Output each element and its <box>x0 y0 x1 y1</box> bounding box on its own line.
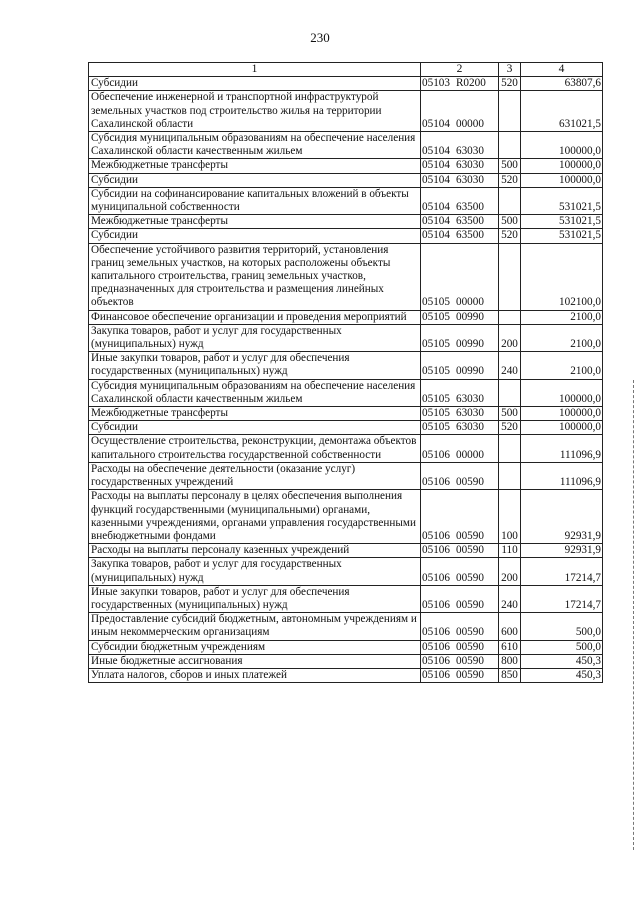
header-col-3: 3 <box>499 63 521 77</box>
row-csr2: 63030 <box>455 392 484 405</box>
row-sum: 100000,0 <box>521 159 603 173</box>
row-sum: 531021,5 <box>521 229 603 243</box>
row-sum: 500,0 <box>521 613 603 640</box>
row-vr: 520 <box>499 421 521 435</box>
header-col-2: 2 <box>421 63 499 77</box>
row-csr: 05104 <box>422 215 450 228</box>
row-csr2: 63030 <box>455 145 484 158</box>
row-vr: 520 <box>499 173 521 187</box>
row-csr: 05106 <box>422 529 450 542</box>
row-code <box>421 654 499 668</box>
row-vr: 500 <box>499 215 521 229</box>
row-name: Иные закупки товаров, работ и услуг для обеспечения государственных (муниципальных) нужд <box>89 585 421 612</box>
row-csr2: 63030 <box>455 421 484 434</box>
row-csr2: 00990 <box>455 310 484 323</box>
row-code <box>421 544 499 558</box>
row-name: Уплата налогов, сборов и иных платежей <box>89 668 421 682</box>
row-csr2: 00590 <box>455 654 484 667</box>
row-name: Осуществление строительства, реконструкции, демонтажа объектов капитального строительства государственной собственности <box>89 435 421 462</box>
row-csr: 05105 <box>422 407 450 420</box>
row-csr: 05104 <box>422 145 450 158</box>
row-vr: 100 <box>499 490 521 544</box>
row-csr2: 63030 <box>455 173 484 186</box>
table-row <box>89 352 603 379</box>
table-row <box>89 379 603 406</box>
row-vr <box>499 310 521 324</box>
table-body <box>89 77 603 683</box>
row-vr <box>499 132 521 159</box>
row-name: Закупка товаров, работ и услуг для государственных (муниципальных) нужд <box>89 324 421 351</box>
row-sum: 531021,5 <box>521 215 603 229</box>
header-col-4: 4 <box>521 63 603 77</box>
row-name: Закупка товаров, работ и услуг для государственных (муниципальных) нужд <box>89 558 421 585</box>
row-csr: 05104 <box>422 173 450 186</box>
row-csr2: 00000 <box>455 117 484 130</box>
row-vr: 520 <box>499 229 521 243</box>
row-csr: 05106 <box>422 640 450 653</box>
row-csr: 05105 <box>422 296 450 309</box>
row-sum: 2100,0 <box>521 352 603 379</box>
row-csr: 05105 <box>422 365 450 378</box>
row-vr: 200 <box>499 324 521 351</box>
row-name: Субсидия муниципальным образованиям на обеспечение населения Сахалинской области качественным жильем <box>89 132 421 159</box>
row-code <box>421 462 499 489</box>
table-row <box>89 640 603 654</box>
row-csr: 05106 <box>422 544 450 557</box>
row-sum: 92931,9 <box>521 544 603 558</box>
row-name: Иные закупки товаров, работ и услуг для обеспечения государственных (муниципальных) нужд <box>89 352 421 379</box>
row-name: Субсидии бюджетным учреждениям <box>89 640 421 654</box>
row-vr: 610 <box>499 640 521 654</box>
row-sum: 100000,0 <box>521 421 603 435</box>
row-csr2: 00000 <box>455 296 484 309</box>
row-csr: 05105 <box>422 392 450 405</box>
row-name: Обеспечение инженерной и транспортной инфраструктурой земельных участков под строительство жилья на территории Сахалинской области <box>89 91 421 132</box>
row-vr: 520 <box>499 77 521 91</box>
row-name: Обеспечение устойчивого развития территорий, установления границ земельных участков, на которых расположены объекты капитального строительства, границ земельных участков, предназначенных для строительства и размещения линейных объектов <box>89 243 421 310</box>
row-csr2: 00590 <box>455 529 484 542</box>
row-sum: 500,0 <box>521 640 603 654</box>
header-col-1: 1 <box>89 63 421 77</box>
table-row <box>89 407 603 421</box>
row-sum: 63807,6 <box>521 77 603 91</box>
row-sum: 17214,7 <box>521 558 603 585</box>
table-row <box>89 324 603 351</box>
row-csr2: 00990 <box>455 338 484 351</box>
row-code <box>421 558 499 585</box>
row-vr: 200 <box>499 558 521 585</box>
row-name: Субсидии <box>89 229 421 243</box>
row-csr2: 00590 <box>455 544 484 557</box>
table-row <box>89 77 603 91</box>
row-vr: 240 <box>499 585 521 612</box>
row-name: Расходы на выплаты персоналу в целях обеспечения выполнения функций государственными (муниципальными) органами, казенными учреждениями, органами управления государственными внебюджетными фондами <box>89 490 421 544</box>
row-csr: 05104 <box>422 229 450 242</box>
row-csr: 05106 <box>422 668 450 681</box>
row-code <box>421 324 499 351</box>
table-row <box>89 91 603 132</box>
row-name: Субсидии <box>89 77 421 91</box>
row-name: Субсидии <box>89 173 421 187</box>
row-csr2: 63500 <box>455 229 484 242</box>
row-csr: 05104 <box>422 159 450 172</box>
table-row <box>89 462 603 489</box>
row-csr: 05105 <box>422 338 450 351</box>
row-vr: 110 <box>499 544 521 558</box>
row-code <box>421 77 499 91</box>
row-name: Расходы на обеспечение деятельности (оказание услуг) государственных учреждений <box>89 462 421 489</box>
row-sum: 111096,9 <box>521 435 603 462</box>
row-code <box>421 379 499 406</box>
row-csr: 05106 <box>422 571 450 584</box>
row-sum: 111096,9 <box>521 462 603 489</box>
table-row <box>89 159 603 173</box>
row-csr2: 63030 <box>455 159 484 172</box>
row-vr: 800 <box>499 654 521 668</box>
row-code <box>421 229 499 243</box>
row-name: Предоставление субсидий бюджетным, автономным учреждениям и иным некоммерческим организациям <box>89 613 421 640</box>
row-code <box>421 91 499 132</box>
row-vr <box>499 379 521 406</box>
row-csr: 05103 <box>422 77 450 90</box>
row-vr <box>499 462 521 489</box>
row-sum: 531021,5 <box>521 187 603 214</box>
row-csr: 05106 <box>422 598 450 611</box>
row-code <box>421 352 499 379</box>
table-row <box>89 613 603 640</box>
row-code <box>421 187 499 214</box>
row-csr2: 63500 <box>455 215 484 228</box>
row-sum: 450,3 <box>521 668 603 682</box>
row-csr2: 00590 <box>455 571 484 584</box>
table-row <box>89 173 603 187</box>
row-sum: 2100,0 <box>521 324 603 351</box>
row-sum: 631021,5 <box>521 91 603 132</box>
row-code <box>421 490 499 544</box>
table-row <box>89 310 603 324</box>
row-code <box>421 407 499 421</box>
row-csr: 05106 <box>422 448 450 461</box>
row-sum: 100000,0 <box>521 379 603 406</box>
row-csr2: 00590 <box>455 626 484 639</box>
row-sum: 102100,0 <box>521 243 603 310</box>
row-csr: 05106 <box>422 476 450 489</box>
row-sum: 92931,9 <box>521 490 603 544</box>
row-sum: 100000,0 <box>521 173 603 187</box>
row-sum: 100000,0 <box>521 132 603 159</box>
row-csr: 05104 <box>422 117 450 130</box>
row-code <box>421 310 499 324</box>
row-name: Расходы на выплаты персоналу казенных учреждений <box>89 544 421 558</box>
row-name: Финансовое обеспечение организации и проведения мероприятий <box>89 310 421 324</box>
page-edge-mark <box>631 380 634 850</box>
row-vr: 600 <box>499 613 521 640</box>
row-sum: 17214,7 <box>521 585 603 612</box>
row-name: Межбюджетные трансферты <box>89 407 421 421</box>
header-row <box>89 63 603 77</box>
row-vr: 850 <box>499 668 521 682</box>
row-csr2: 00590 <box>455 476 484 489</box>
table-row <box>89 421 603 435</box>
row-vr <box>499 243 521 310</box>
table-row <box>89 654 603 668</box>
budget-table <box>88 62 603 683</box>
row-csr2: R0200 <box>455 77 486 90</box>
row-csr2: 00590 <box>455 640 484 653</box>
row-vr <box>499 91 521 132</box>
table-row <box>89 435 603 462</box>
row-sum: 450,3 <box>521 654 603 668</box>
row-csr2: 00990 <box>455 365 484 378</box>
row-csr2: 63500 <box>455 201 484 214</box>
row-csr: 05105 <box>422 421 450 434</box>
table-row <box>89 243 603 310</box>
table-row <box>89 490 603 544</box>
table-row <box>89 187 603 214</box>
row-code <box>421 132 499 159</box>
row-code <box>421 640 499 654</box>
row-csr: 05104 <box>422 201 450 214</box>
row-name: Иные бюджетные ассигнования <box>89 654 421 668</box>
row-vr <box>499 435 521 462</box>
row-csr: 05106 <box>422 654 450 667</box>
row-vr: 500 <box>499 407 521 421</box>
table-row <box>89 132 603 159</box>
row-name: Субсидии <box>89 421 421 435</box>
row-code <box>421 159 499 173</box>
row-name: Межбюджетные трансферты <box>89 215 421 229</box>
table-row <box>89 229 603 243</box>
row-code <box>421 585 499 612</box>
row-vr <box>499 187 521 214</box>
row-code <box>421 435 499 462</box>
row-vr: 240 <box>499 352 521 379</box>
table-row <box>89 215 603 229</box>
row-name: Субсидия муниципальным образованиям на обеспечение населения Сахалинской области качественным жильем <box>89 379 421 406</box>
page-number: 230 <box>310 30 330 45</box>
row-csr2: 00000 <box>455 448 484 461</box>
table-row <box>89 558 603 585</box>
row-code <box>421 173 499 187</box>
row-csr2: 00590 <box>455 598 484 611</box>
table-row <box>89 585 603 612</box>
row-code <box>421 613 499 640</box>
table-row <box>89 544 603 558</box>
row-code <box>421 243 499 310</box>
row-sum: 2100,0 <box>521 310 603 324</box>
row-csr2: 63030 <box>455 407 484 420</box>
row-name: Субсидии на софинансирование капитальных вложений в объекты муниципальной собственности <box>89 187 421 214</box>
row-sum: 100000,0 <box>521 407 603 421</box>
row-vr: 500 <box>499 159 521 173</box>
row-csr2: 00590 <box>455 668 484 681</box>
row-code <box>421 215 499 229</box>
row-csr: 05106 <box>422 626 450 639</box>
row-csr: 05105 <box>422 310 450 323</box>
table-row <box>89 668 603 682</box>
row-code <box>421 668 499 682</box>
row-name: Межбюджетные трансферты <box>89 159 421 173</box>
row-code <box>421 421 499 435</box>
